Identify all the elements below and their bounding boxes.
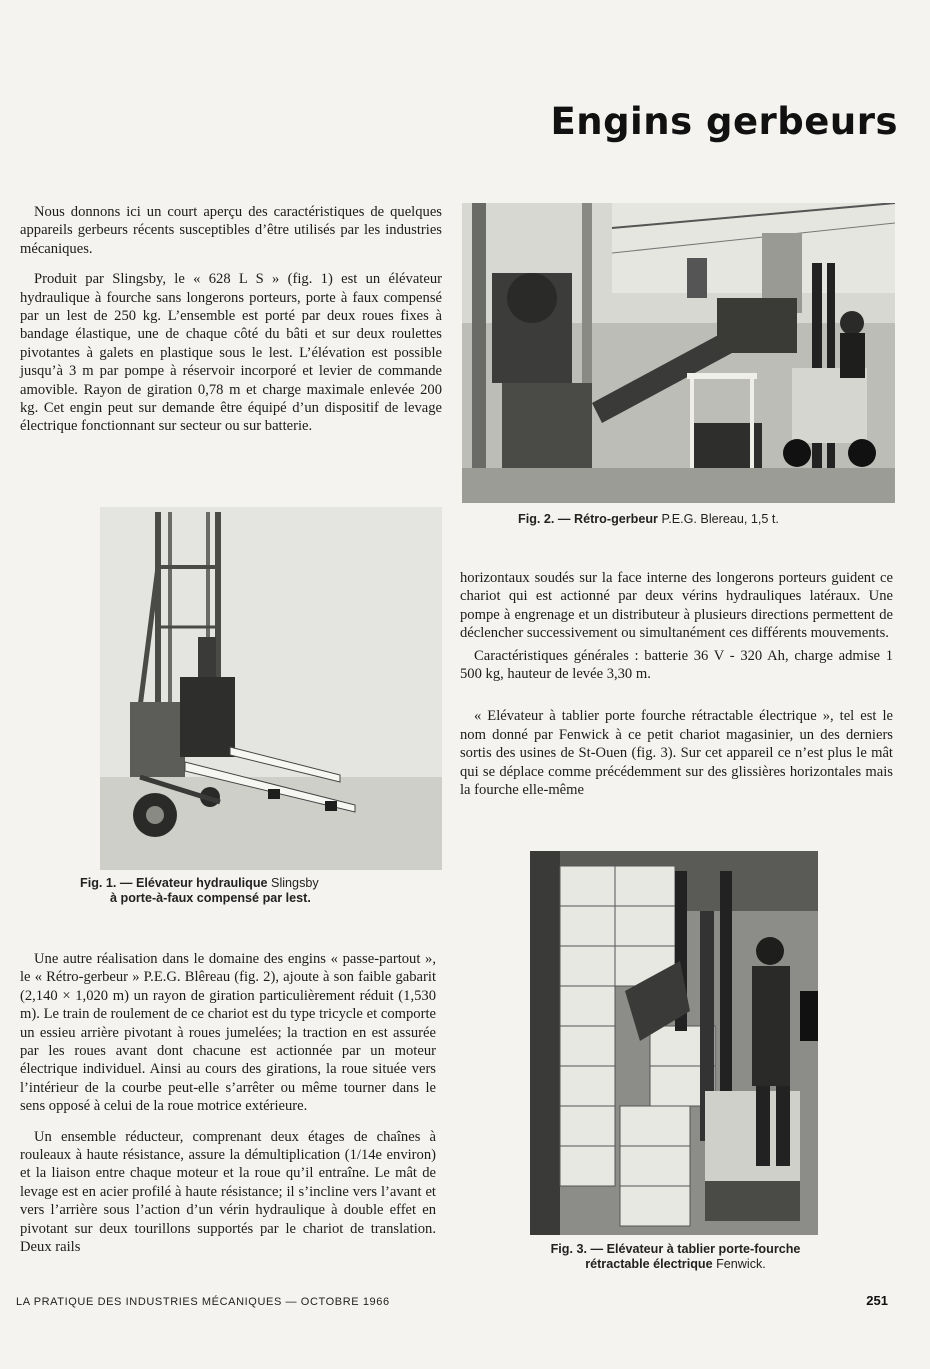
fig3-label: Fig. 3. —: [550, 1242, 607, 1256]
fig1-line2: à porte-à-faux compensé par lest.: [110, 891, 311, 905]
slingsby-elevator-photo: [100, 507, 442, 870]
retro-gerbeur-photo: [462, 203, 895, 503]
fig3-line2: rétractable électrique: [585, 1257, 713, 1271]
reducer-paragraph: Un ensemble réducteur, comprenant deux étages de chaînes à rouleaux à haute résistance, assure la démultiplication (1/14e environ) et la liaison entre chaque moteur et la roue qu’il entraîne. Le mât de levage est en acier profilé à haute résistance; il s’incline vers l’avant et vers l’arrière sous l’action d’un vérin hydraulique à double effet en pivotant sur deux tourillons supportés par le chariot de translation. Deux rails: [20, 1128, 436, 1256]
fig1-photo: [100, 507, 442, 870]
fig2-caption: [518, 512, 898, 527]
fig3-line1: Elévateur à tablier porte-fourche: [606, 1242, 801, 1256]
fig3-caption-line2: [528, 1257, 823, 1272]
fig3-caption-line1: [528, 1242, 823, 1257]
peg-paragraph: Une autre réalisation dans le domaine des engins « passe-partout », le « Rétro-gerbeur » P.E.G. Blêreau (fig. 2), ajoute à son faible gabarit (2,140 × 1,020 m) un rayon de giration particulièrement réduit (1,530 m). Le train de roulement de ce chariot est du type tricycle et comporte un essieu arrière pivotant à roues jumelées; la traction en est assurée par les roues avant dont chacune est actionnée par un moteur électrique individuel. Ainsi au cours des girations, la roue située vers l’intérieur de la courbe peut-elle s’arrêter ou même tourner dans le sens opposé à celui de la roue motrice extérieure.: [20, 951, 436, 1115]
column-left-bottom: [20, 950, 436, 1257]
fig1-caption: [80, 876, 380, 906]
column-left-top: [20, 203, 442, 436]
column-right-top: [460, 569, 893, 799]
fig1-name: Slingsby: [267, 876, 319, 890]
page-title: Engins gerbeurs: [550, 100, 898, 143]
fig3-photo: [530, 851, 818, 1235]
fig1-caption-line2: [80, 891, 380, 906]
fig2-label: Fig. 2. —: [518, 512, 574, 526]
fig1-label: Fig. 1. —: [80, 876, 136, 890]
fig3-name: Fenwick.: [712, 1257, 766, 1271]
fig1-line1: Elévateur hydraulique: [135, 876, 268, 890]
fig2-photo: [462, 203, 895, 503]
fig3-caption: [528, 1242, 823, 1272]
fig1-caption-line1: [80, 876, 380, 891]
slingsby-paragraph: Produit par Slingsby, le « 628 L S » (fig. 1) est un élévateur hydraulique à fourche sans longerons porteurs, porte à faux compensé par un lest de 250 kg. L’ensemble est porté par deux roues fixes à bandage élastique, une de chaque côté du bâti et sur deux roulettes pivotantes à galets en plastique sous le lest. L’élévation est possible jusqu’à 3 m par pompe à réservoir incorporé et levier de commande amovible. Rayon de giration 0,78 m et charge maximale enlevée 200 kg. Cet engin peut sur demande être équipé d’un dispositif de levage électrique fonctionnant sur secteur ou sur batterie.: [20, 271, 442, 435]
journal-footer: LA PRATIQUE DES INDUSTRIES MÉCANIQUES — OCTOBRE 1966: [16, 1296, 390, 1308]
fenwick-paragraph: « Elévateur à tablier porte fourche rétractable électrique », tel est le nom donné par Fenwick à ce petit chariot magasinier, un des derniers sortis des usines de St-Ouen (fig. 3). Sur cet appareil ce n’est plus le mât qui se déplace comme précédemment sur des glissières horizontales mais la fourche elle-même: [460, 708, 893, 799]
specs-paragraph: Caractéristiques générales : batterie 36 V - 320 Ah, charge admise 1 500 kg, hauteur de levée 3,30 m.: [460, 647, 893, 683]
rails-paragraph: horizontaux soudés sur la face interne des longerons porteurs guident ce chariot qui est actionné par deux vérins hydrauliques latéraux. Une pompe à engrenage et un distributeur à plusieurs directions permettent de déclencher successivement ou simultanément ces différents mouvements.: [460, 570, 893, 642]
fig2-text: Rétro-gerbeur: [573, 512, 658, 526]
fig2-name: P.E.G. Blereau, 1,5 t.: [657, 512, 779, 526]
page-number: 251: [866, 1293, 888, 1308]
fenwick-elevator-photo: [530, 851, 818, 1235]
intro-paragraph: Nous donnons ici un court aperçu des caractéristiques de quelques appareils gerbeurs récents susceptibles d’être utilisés par les industries mécaniques.: [20, 204, 442, 257]
